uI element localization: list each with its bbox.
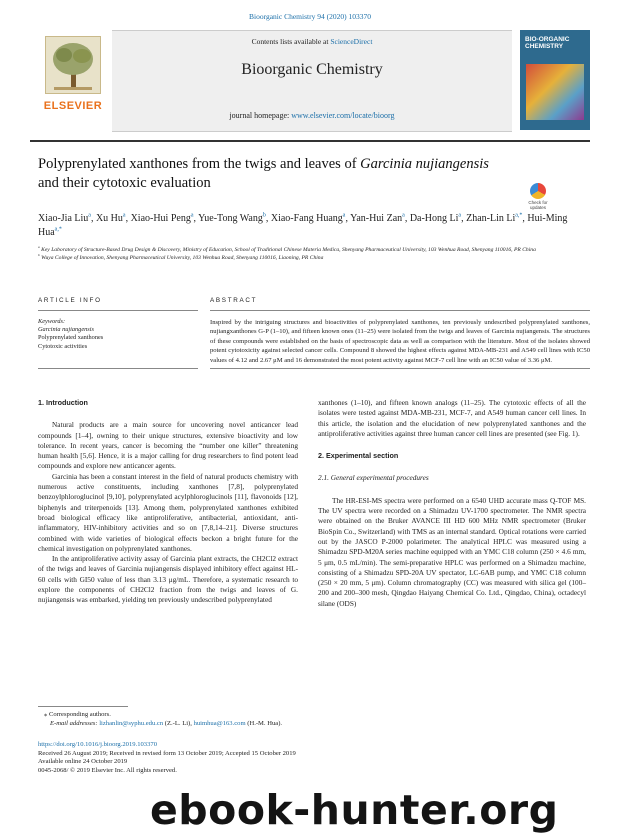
journal-title: Bioorganic Chemistry: [241, 61, 383, 78]
author-affiliation-mark[interactable]: a: [342, 212, 346, 219]
author-affiliation-mark[interactable]: a: [88, 212, 91, 219]
homepage-prefix: journal homepage:: [229, 111, 292, 120]
affil-text-b: Wuya College of Innovation, Shenyang Pharmaceutical University, 103 Wenhua Road, Shenyang 110016, Liaoning, PR China: [41, 255, 324, 261]
title-text-2: and their cytotoxic evaluation: [38, 175, 211, 191]
check-updates-label: Check for updates: [528, 200, 548, 210]
paragraph: The HR-ESI-MS spectra were performed on a 6540 UHD accurate mass Q-TOF MS. The UV spectra were recorded on a Shimadzu UV-1700 spectrometer. The NMR spectra were obtained on the Bruker AVANCE III HD 600 MHz NMR spectrometer (Bruker BioSpin Co., Switzerland) with TMS as an internal standard. Optical rotations were carried out by the JASCO P-2000 polarimeter. The analytical HPLC was measured using a Shimadzu SPD-M20A series machine equipped with an YMC C18 column (250 × 4.6 mm, 5 μm, 0.5 mL/min). The semi-preparative HPLC was performed on a Shimadzu machine, consisting of a Shimadzu SPD-20A UV spectator, LC-6AB pump, and YMC C18 column (250 × 20 mm, 5 μm). Column chromatography (CC) was measured with silica gel (100–200 and 200–300 mesh, Qingdao Haiyang Chemical Co. Ltd., Qingdao, China), octadecyl silane (ODS): [318, 495, 586, 608]
author-affiliation-mark[interactable]: a: [122, 212, 126, 219]
keyword: Cytotoxic activities: [38, 342, 88, 350]
article-title: [38, 155, 508, 193]
article-info-heading: ARTICLE INFO: [38, 297, 102, 304]
doi-link[interactable]: https://doi.org/10.1016/j.bioorg.2019.103370: [38, 741, 157, 748]
homepage-link[interactable]: www.elsevier.com/locate/bioorg: [291, 111, 395, 120]
author-list: Xiao-Jia Liu$^a$, Xu Hu$^a$, Xiao-Hui Peng$^a$, Yue-Tong Wang$^b$, Xiao-Fang Huang$^a$, Yan-Hui Zan$^a$, Da-Hong Li$^a$, Zhan-Lin $Li^{a,*}$, Hui-Ming Hua$^{a,*}$: [38, 212, 568, 238]
journal-cover[interactable]: [520, 30, 590, 130]
footnote-rule: [38, 706, 128, 707]
section-heading-experimental: 2. Experimental section: [318, 451, 399, 461]
author[interactable]: Xiao-Fang Huang$^a$: [270, 212, 346, 224]
check-updates-icon: [530, 183, 546, 199]
received-dates: Received 26 August 2019; Received in revised form 13 October 2019; Accepted 15 October 2019: [38, 749, 296, 757]
section-heading-introduction: 1. Introduction: [38, 398, 88, 407]
paragraph: xanthones (1–10), and fifteen known analogs (11–25). The cytotoxic effects of all the isolates were tested against MDA-MB-231, MCF-7, and A549 human cancer cell lines. In this article, the isolation and the elucidation of new polyprenylated xanthones and the antiproliferative activities against three human cancer cell lines are presented (see Fig. 1).: [318, 398, 586, 438]
tree-logo-icon: [45, 36, 101, 94]
keywords-label: Keywords:: [38, 318, 66, 325]
author-affiliation-mark[interactable]: b: [262, 212, 266, 219]
keyword: Polyprenylated xanthones: [38, 334, 104, 342]
author[interactable]: Xiao-Jia Liu$^a$: [38, 212, 91, 224]
paragraph: In the antiproliferative activity assay of Garcinia plant extracts, the CH2Cl2 extract of the twigs and leaves of Garcinia nujiangensis displayed inhibitory effect against HL-60 cells with GI50 value of less than 3.13 μg/mL. Therefore, a systematic research to explore the components of CH2Cl2 fraction from the twigs and leaves of G. nujiangensis was embarked, yielding ten previously undescribed polyprenylated: [38, 554, 298, 605]
divider: [210, 310, 590, 311]
divider: [210, 368, 590, 369]
author[interactable]: Xiao-Hui Peng$^a$: [130, 212, 194, 224]
body-right-column: [318, 398, 586, 609]
email-link-1[interactable]: lizhanlin@syphu.edu.cn: [99, 720, 164, 727]
keywords-block: [38, 318, 198, 351]
sciencedirect-link[interactable]: ScienceDirect: [330, 37, 373, 46]
divider: [38, 368, 198, 369]
author-affiliation-mark[interactable]: a: [190, 212, 194, 219]
corresponding-note: ⁎ Corresponding authors.: [44, 711, 111, 718]
online-date: Available online 24 October 2019: [38, 758, 128, 766]
copyright: 0045-2068/ © 2019 Elsevier Inc. All rights reserved.: [38, 766, 177, 774]
journal-reference[interactable]: Bioorganic Chemistry 94 (2020) 103370: [249, 12, 371, 21]
affil-mark-b: b: [38, 253, 40, 258]
watermark: ebook-hunter.org: [150, 786, 559, 834]
author-affiliation-mark[interactable]: a,*: [54, 226, 62, 233]
journal-header: [30, 30, 590, 134]
abstract-heading: ABSTRACT: [210, 297, 258, 304]
email-who-1: (Z.-L. Li),: [163, 720, 194, 727]
contents-prefix: Contents lists available at: [251, 37, 331, 46]
author-affiliation-mark[interactable]: a: [402, 212, 405, 219]
journal-banner: [112, 30, 512, 132]
title-text-1: Polyprenylated xanthones from the twigs and leaves of: [38, 156, 361, 172]
author[interactable]: Hui-Ming Hua$^{a,*}$: [38, 213, 568, 238]
paragraph: Natural products are a main source for uncovering novel anticancer lead compounds [1–4], owning to their unique structures, extensive bioactivity and low tolerance. In recent years, cancer is becoming the “number one killer” threatening human health [5,6]. Hence, it is a major calling for drug researchers to find potent lead compounds and explore new anticancer agents.: [38, 420, 298, 471]
email-who-2: (H.-M. Hua).: [245, 720, 283, 727]
affil-text-a: Key Laboratory of Structure-Based Drug Design & Discovery, Ministry of Education, School of Traditional Chinese Materia Medica, Shenyang Pharmaceutical University, 103 Wenhua Road, Shenyang 110016, PR China: [41, 247, 536, 253]
author[interactable]: Da-Hong Li$^a$: [409, 212, 462, 224]
title-species: Garcinia nujiangensis: [360, 156, 489, 172]
check-for-updates-badge[interactable]: [524, 183, 552, 213]
author[interactable]: Xu Hu$^a$: [95, 212, 126, 224]
author-affiliation-mark[interactable]: a,*: [515, 212, 523, 219]
divider: [38, 310, 198, 311]
abstract-text: Inspired by the intriguing structures and bioactivities of polyprenylated xanthones, ten previously undescribed polyprenylated xanthones, nujiangxanthones G-P (1–10), and fifteen known ones (11–25) were isolated from the twigs and leaves of Garcinia nujiangensis. The structures of these compounds were established on the basis of spectroscopic data as well as comparison with the literature. Most of the isolates showed potent cytotoxicity against selected cancer cells. Compound 8 showed the highest effects against MDA-MB-231 and A549 cell lines with IC50 values of 4.12 and 2.67 μM and 16 demonstrated the most potent activity against MCF-7 cell line with an IC50 value of 3.36 μM.: [210, 319, 590, 364]
cover-image: [526, 64, 584, 120]
paragraph: Garcinia has been a constant interest in the field of natural products chemistry with numerous active constituents, including xanthones [7,8], polyprenylated benzoylphloroglucinol [9,10], polyprenylated acylphloroglucinols [11], flavonoids [12], biphenyls and triterpenoids [13]. Among them, polyprenylated xanthones exhibited broad biological efficacy like antiproliferative, antibacterial, antioxidant, anti-inflammatory, HIV-inhibitory activities and so on [7,8,14–21]. Diverse structures combined with wide varieties of biological effects beckon a bright future for the chemical investigation on polyprenylated xanthones.: [38, 471, 298, 553]
cover-title: BIO-ORGANIC CHEMISTRY: [525, 36, 570, 51]
author-affiliation-mark[interactable]: a: [458, 212, 462, 219]
author[interactable]: Yue-Tong Wang$^b$: [198, 212, 266, 224]
author[interactable]: Zhan-Lin $Li^{a,*}$: [466, 212, 523, 224]
subsection-heading: 2.1. General experimental procedures: [318, 473, 429, 483]
keyword: Garcinia nujiangensis: [38, 326, 94, 334]
header-rule: [30, 140, 590, 142]
affiliation-b: [38, 254, 588, 262]
journal-homepage: [112, 111, 512, 120]
body-left-column: [38, 398, 298, 606]
affil-mark-a: a: [38, 245, 40, 250]
email-line: [38, 719, 588, 728]
contents-line: [112, 37, 512, 46]
email-link-2[interactable]: huimhua@163.com: [193, 720, 246, 727]
affiliation-a: [38, 246, 588, 254]
footnote: [38, 710, 588, 728]
email-label: E-mail addresses:: [50, 720, 100, 727]
elsevier-wordmark: ELSEVIER: [43, 100, 103, 112]
affiliations: [38, 246, 588, 262]
author[interactable]: Yan-Hui Zan$^a$: [350, 212, 405, 224]
article-history: [38, 741, 588, 775]
elsevier-logo[interactable]: [36, 36, 110, 126]
